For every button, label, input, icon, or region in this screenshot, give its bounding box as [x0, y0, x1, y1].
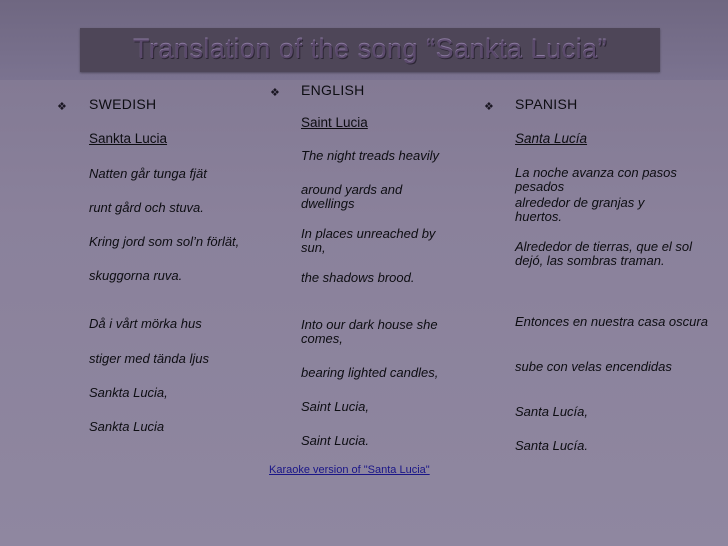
- swedish-heading: SWEDISH: [89, 96, 157, 112]
- spanish-line-3: Alrededor de tierras, que el sol dejó, las sombras traman.: [515, 239, 693, 268]
- spanish-line-7: Santa Lucía.: [515, 438, 588, 453]
- swedish-line-8: Sankta Lucia: [89, 419, 165, 434]
- english-line-1: The night treads heavily: [301, 148, 440, 163]
- english-line-8: Saint Lucia.: [301, 433, 369, 448]
- spanish-line-6: Santa Lucía,: [515, 404, 588, 419]
- english-line-2: around yards and dwellings: [301, 182, 403, 211]
- spanish-line-4: Entonces en nuestra casa oscura: [515, 314, 708, 329]
- swedish-song-title: Sankta Lucia: [89, 131, 168, 146]
- swedish-line-2: runt gård och stuva.: [89, 200, 204, 215]
- swedish-line-4: skuggorna ruva.: [89, 268, 183, 283]
- spanish-line-5: sube con velas encendidas: [515, 359, 672, 374]
- page-title: Translation of the song “Sankta Lucia”: [132, 34, 608, 64]
- spanish-heading: SPANISH: [515, 96, 578, 112]
- karaoke-link[interactable]: Karaoke version of "Santa Lucia": [269, 464, 430, 476]
- english-line-7: Saint Lucia,: [301, 399, 369, 414]
- spanish-line-2: alrededor de granjas y huertos.: [515, 195, 645, 224]
- english-line-5: Into our dark house she comes,: [301, 317, 438, 346]
- english-line-6: bearing lighted candles,: [301, 365, 439, 380]
- bullet-icon: ❖: [484, 101, 494, 113]
- bullet-icon: ❖: [57, 101, 67, 113]
- bullet-icon: ❖: [270, 87, 280, 99]
- english-line-4: the shadows brood.: [301, 270, 415, 285]
- spanish-song-title: Santa Lucía: [515, 131, 588, 146]
- swedish-line-7: Sankta Lucia,: [89, 385, 168, 400]
- swedish-line-3: Kring jord som sol’n förlät,: [89, 234, 240, 249]
- english-heading: ENGLISH: [301, 82, 365, 98]
- swedish-line-5: Då i vårt mörka hus: [89, 316, 202, 331]
- swedish-line-6: stiger med tända ljus: [89, 351, 209, 366]
- spanish-line-1: La noche avanza con pasos pesados: [515, 165, 677, 194]
- english-line-3: In places unreached by sun,: [301, 226, 436, 255]
- english-song-title: Saint Lucia: [301, 115, 368, 130]
- swedish-line-1: Natten går tunga fjät: [89, 166, 207, 181]
